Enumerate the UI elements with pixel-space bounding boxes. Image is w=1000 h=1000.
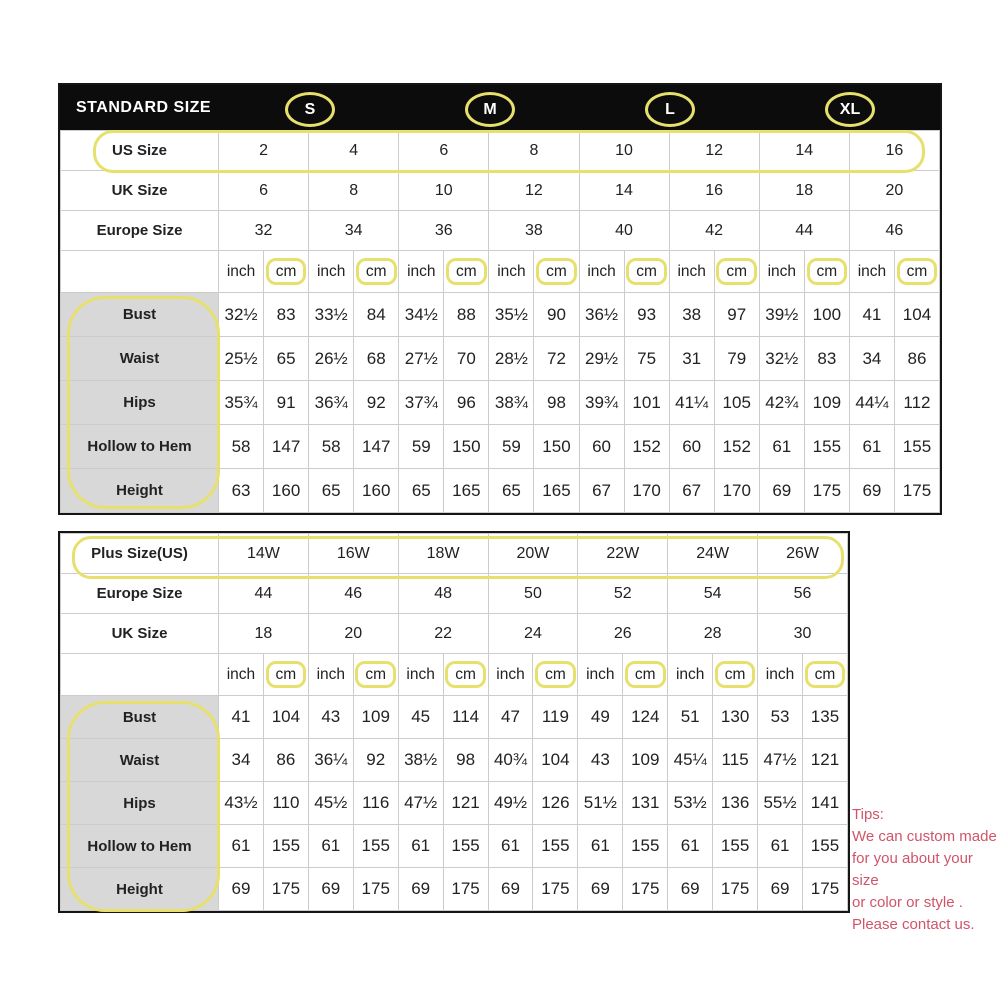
size-value: 12 bbox=[669, 131, 759, 171]
measure-value: 41¼ bbox=[669, 381, 714, 425]
size-value: 10 bbox=[399, 171, 489, 211]
inch-header: inch bbox=[489, 251, 534, 293]
measure-value: 61 bbox=[219, 825, 264, 868]
measure-value: 155 bbox=[713, 825, 758, 868]
measure-value: 69 bbox=[849, 469, 894, 513]
size-value: 18W bbox=[398, 534, 488, 574]
size-row bbox=[61, 614, 848, 654]
size-group-l-ellipse: L bbox=[645, 92, 695, 127]
measure-value: 60 bbox=[579, 425, 624, 469]
measure-value: 175 bbox=[804, 469, 849, 513]
unit-row bbox=[61, 654, 848, 696]
size-row bbox=[61, 171, 940, 211]
size-value: 44 bbox=[219, 574, 309, 614]
cm-header bbox=[264, 251, 309, 293]
tips-note bbox=[852, 804, 1000, 936]
cm-header bbox=[802, 654, 847, 696]
measure-value: 147 bbox=[354, 425, 399, 469]
measure-value: 147 bbox=[264, 425, 309, 469]
cm-highlight-box: cm bbox=[535, 661, 576, 688]
measure-value: 109 bbox=[623, 739, 668, 782]
measure-value: 65 bbox=[399, 469, 444, 513]
measure-value: 155 bbox=[533, 825, 578, 868]
row-label: Height bbox=[61, 868, 219, 911]
measure-value: 67 bbox=[669, 469, 714, 513]
measure-value: 175 bbox=[443, 868, 488, 911]
measure-value: 69 bbox=[578, 868, 623, 911]
size-value: 14W bbox=[219, 534, 309, 574]
measure-value: 160 bbox=[264, 469, 309, 513]
inch-header: inch bbox=[579, 251, 624, 293]
size-value: 26W bbox=[758, 534, 848, 574]
cm-header bbox=[354, 251, 399, 293]
size-group-m-ellipse: M bbox=[465, 92, 515, 127]
measure-row bbox=[61, 381, 940, 425]
measure-value: 155 bbox=[802, 825, 847, 868]
size-row bbox=[61, 574, 848, 614]
cm-header bbox=[353, 654, 398, 696]
measure-value: 175 bbox=[713, 868, 758, 911]
inch-header: inch bbox=[759, 251, 804, 293]
measure-value: 65 bbox=[489, 469, 534, 513]
measure-value: 170 bbox=[714, 469, 759, 513]
measure-value: 61 bbox=[759, 425, 804, 469]
measure-value: 175 bbox=[802, 868, 847, 911]
size-value: 14 bbox=[579, 171, 669, 211]
measure-value: 40¾ bbox=[488, 739, 533, 782]
size-value: 38 bbox=[489, 211, 579, 251]
measure-value: 65 bbox=[264, 337, 309, 381]
size-value: 44 bbox=[759, 211, 849, 251]
measure-value: 36¼ bbox=[308, 739, 353, 782]
measure-value: 43 bbox=[308, 696, 353, 739]
inch-header: inch bbox=[398, 654, 443, 696]
cm-header bbox=[443, 654, 488, 696]
size-value: 20W bbox=[488, 534, 578, 574]
measure-value: 25½ bbox=[219, 337, 264, 381]
size-value: 8 bbox=[309, 171, 399, 211]
measure-row bbox=[61, 739, 848, 782]
measure-value: 36½ bbox=[579, 293, 624, 337]
cm-highlight-box: cm bbox=[805, 661, 846, 688]
measure-value: 69 bbox=[488, 868, 533, 911]
size-value: 24 bbox=[488, 614, 578, 654]
measure-value: 79 bbox=[714, 337, 759, 381]
size-value: 4 bbox=[309, 131, 399, 171]
measure-value: 98 bbox=[443, 739, 488, 782]
cm-header bbox=[533, 654, 578, 696]
measure-value: 28½ bbox=[489, 337, 534, 381]
measure-value: 35½ bbox=[489, 293, 534, 337]
measure-value: 38½ bbox=[398, 739, 443, 782]
measure-value: 150 bbox=[444, 425, 489, 469]
row-label: UK Size bbox=[61, 171, 219, 211]
standard-size-grid bbox=[60, 130, 940, 513]
cm-highlight-box: cm bbox=[625, 661, 666, 688]
measure-value: 27½ bbox=[399, 337, 444, 381]
row-label: Europe Size bbox=[61, 211, 219, 251]
measure-value: 141 bbox=[802, 782, 847, 825]
measure-value: 51 bbox=[668, 696, 713, 739]
measure-value: 175 bbox=[263, 868, 308, 911]
row-label: Hollow to Hem bbox=[61, 825, 219, 868]
measure-value: 91 bbox=[264, 381, 309, 425]
tips-line: Please contact us. bbox=[852, 916, 975, 933]
cm-highlight-box: cm bbox=[446, 258, 487, 285]
size-value: 6 bbox=[399, 131, 489, 171]
row-label: Europe Size bbox=[61, 574, 219, 614]
measure-value: 49½ bbox=[488, 782, 533, 825]
size-value: 16W bbox=[308, 534, 398, 574]
cm-header bbox=[624, 251, 669, 293]
measure-value: 86 bbox=[894, 337, 939, 381]
measure-value: 53½ bbox=[668, 782, 713, 825]
measure-value: 116 bbox=[353, 782, 398, 825]
cm-header bbox=[263, 654, 308, 696]
size-row bbox=[61, 131, 940, 171]
cm-header bbox=[713, 654, 758, 696]
cm-highlight-box: cm bbox=[266, 258, 307, 285]
cm-highlight-box: cm bbox=[715, 661, 756, 688]
size-value: 40 bbox=[579, 211, 669, 251]
measure-value: 93 bbox=[624, 293, 669, 337]
cm-highlight-box: cm bbox=[536, 258, 577, 285]
measure-value: 69 bbox=[668, 868, 713, 911]
size-value: 14 bbox=[759, 131, 849, 171]
standard-size-header-bar bbox=[60, 85, 940, 130]
size-value: 20 bbox=[849, 171, 939, 211]
measure-value: 61 bbox=[308, 825, 353, 868]
measure-value: 155 bbox=[804, 425, 849, 469]
standard-size-title: STANDARD SIZE bbox=[76, 98, 212, 116]
tips-line: We can custom made bbox=[852, 828, 997, 845]
cm-highlight-box: cm bbox=[626, 258, 667, 285]
measure-value: 41 bbox=[849, 293, 894, 337]
measure-value: 72 bbox=[534, 337, 579, 381]
inch-header: inch bbox=[669, 251, 714, 293]
measure-value: 88 bbox=[444, 293, 489, 337]
row-label: Hollow to Hem bbox=[61, 425, 219, 469]
measure-value: 75 bbox=[624, 337, 669, 381]
size-value: 16 bbox=[669, 171, 759, 211]
measure-value: 65 bbox=[309, 469, 354, 513]
size-value: 46 bbox=[849, 211, 939, 251]
measure-value: 32½ bbox=[759, 337, 804, 381]
size-value: 16 bbox=[849, 131, 939, 171]
measure-value: 63 bbox=[219, 469, 264, 513]
size-value: 24W bbox=[668, 534, 758, 574]
plus-size-grid bbox=[60, 533, 848, 911]
row-label: Plus Size(US) bbox=[61, 534, 219, 574]
inch-header: inch bbox=[308, 654, 353, 696]
measure-value: 109 bbox=[353, 696, 398, 739]
measure-value: 39¾ bbox=[579, 381, 624, 425]
measure-value: 90 bbox=[534, 293, 579, 337]
measure-value: 59 bbox=[399, 425, 444, 469]
measure-value: 39½ bbox=[759, 293, 804, 337]
size-value: 54 bbox=[668, 574, 758, 614]
measure-value: 49 bbox=[578, 696, 623, 739]
measure-value: 43½ bbox=[219, 782, 264, 825]
inch-header: inch bbox=[488, 654, 533, 696]
measure-value: 121 bbox=[802, 739, 847, 782]
measure-value: 135 bbox=[802, 696, 847, 739]
size-value: 26 bbox=[578, 614, 668, 654]
inch-header: inch bbox=[578, 654, 623, 696]
measure-value: 47½ bbox=[398, 782, 443, 825]
cm-header bbox=[444, 251, 489, 293]
measure-value: 131 bbox=[623, 782, 668, 825]
measure-value: 92 bbox=[353, 739, 398, 782]
cm-header bbox=[804, 251, 849, 293]
measure-value: 96 bbox=[444, 381, 489, 425]
measure-value: 165 bbox=[444, 469, 489, 513]
measure-value: 98 bbox=[534, 381, 579, 425]
cm-highlight-box: cm bbox=[807, 258, 848, 285]
measure-value: 97 bbox=[714, 293, 759, 337]
row-label bbox=[61, 654, 219, 696]
size-group-s-ellipse: S bbox=[285, 92, 335, 127]
cm-highlight-box: cm bbox=[356, 258, 397, 285]
measure-value: 175 bbox=[623, 868, 668, 911]
size-value: 42 bbox=[669, 211, 759, 251]
measure-value: 70 bbox=[444, 337, 489, 381]
measure-value: 44¼ bbox=[849, 381, 894, 425]
row-label: Waist bbox=[61, 337, 219, 381]
measure-value: 59 bbox=[489, 425, 534, 469]
measure-value: 69 bbox=[219, 868, 264, 911]
cm-highlight-box: cm bbox=[266, 661, 307, 688]
measure-value: 43 bbox=[578, 739, 623, 782]
measure-value: 84 bbox=[354, 293, 399, 337]
measure-value: 124 bbox=[623, 696, 668, 739]
measure-value: 83 bbox=[804, 337, 849, 381]
measure-value: 115 bbox=[713, 739, 758, 782]
measure-value: 34 bbox=[849, 337, 894, 381]
measure-value: 31 bbox=[669, 337, 714, 381]
measure-value: 121 bbox=[443, 782, 488, 825]
row-label: UK Size bbox=[61, 614, 219, 654]
measure-row bbox=[61, 337, 940, 381]
measure-value: 119 bbox=[533, 696, 578, 739]
measure-value: 104 bbox=[533, 739, 578, 782]
cm-header bbox=[623, 654, 668, 696]
measure-row bbox=[61, 425, 940, 469]
measure-value: 67 bbox=[579, 469, 624, 513]
measure-value: 136 bbox=[713, 782, 758, 825]
cm-header bbox=[894, 251, 939, 293]
measure-value: 45½ bbox=[308, 782, 353, 825]
cm-highlight-box: cm bbox=[355, 661, 396, 688]
measure-value: 126 bbox=[533, 782, 578, 825]
measure-value: 160 bbox=[354, 469, 399, 513]
size-value: 36 bbox=[399, 211, 489, 251]
measure-value: 155 bbox=[443, 825, 488, 868]
measure-value: 165 bbox=[534, 469, 579, 513]
row-label bbox=[61, 251, 219, 293]
measure-value: 175 bbox=[533, 868, 578, 911]
measure-value: 112 bbox=[894, 381, 939, 425]
measure-value: 55½ bbox=[758, 782, 803, 825]
measure-value: 114 bbox=[443, 696, 488, 739]
inch-header: inch bbox=[668, 654, 713, 696]
measure-value: 33½ bbox=[309, 293, 354, 337]
size-value: 8 bbox=[489, 131, 579, 171]
measure-row bbox=[61, 696, 848, 739]
measure-value: 34 bbox=[219, 739, 264, 782]
inch-header: inch bbox=[219, 654, 264, 696]
measure-value: 170 bbox=[624, 469, 669, 513]
measure-value: 104 bbox=[263, 696, 308, 739]
measure-value: 36¾ bbox=[309, 381, 354, 425]
measure-value: 45 bbox=[398, 696, 443, 739]
size-row bbox=[61, 534, 848, 574]
unit-row bbox=[61, 251, 940, 293]
row-label: Hips bbox=[61, 782, 219, 825]
measure-value: 26½ bbox=[309, 337, 354, 381]
size-group-xl-ellipse: XL bbox=[825, 92, 875, 127]
plus-size-table bbox=[58, 531, 850, 913]
inch-header: inch bbox=[309, 251, 354, 293]
cm-highlight-box: cm bbox=[445, 661, 486, 688]
measure-value: 150 bbox=[534, 425, 579, 469]
measure-value: 61 bbox=[488, 825, 533, 868]
measure-row bbox=[61, 469, 940, 513]
inch-header: inch bbox=[758, 654, 803, 696]
size-value: 34 bbox=[309, 211, 399, 251]
inch-header: inch bbox=[849, 251, 894, 293]
size-value: 10 bbox=[579, 131, 669, 171]
inch-header: inch bbox=[219, 251, 264, 293]
measure-value: 35¾ bbox=[219, 381, 264, 425]
measure-value: 58 bbox=[219, 425, 264, 469]
measure-value: 38¾ bbox=[489, 381, 534, 425]
row-label: Hips bbox=[61, 381, 219, 425]
size-value: 46 bbox=[308, 574, 398, 614]
row-label: Waist bbox=[61, 739, 219, 782]
measure-value: 61 bbox=[578, 825, 623, 868]
measure-value: 104 bbox=[894, 293, 939, 337]
size-value: 12 bbox=[489, 171, 579, 211]
tips-line: for you about your size bbox=[852, 850, 973, 889]
size-value: 48 bbox=[398, 574, 488, 614]
measure-value: 51½ bbox=[578, 782, 623, 825]
measure-value: 69 bbox=[308, 868, 353, 911]
tips-line: or color or style . bbox=[852, 894, 963, 911]
measure-value: 92 bbox=[354, 381, 399, 425]
measure-value: 58 bbox=[309, 425, 354, 469]
measure-value: 155 bbox=[353, 825, 398, 868]
measure-value: 69 bbox=[758, 868, 803, 911]
measure-value: 175 bbox=[353, 868, 398, 911]
inch-header: inch bbox=[399, 251, 444, 293]
size-row bbox=[61, 211, 940, 251]
measure-value: 32½ bbox=[219, 293, 264, 337]
measure-value: 155 bbox=[894, 425, 939, 469]
measure-value: 29½ bbox=[579, 337, 624, 381]
measure-value: 175 bbox=[894, 469, 939, 513]
measure-value: 101 bbox=[624, 381, 669, 425]
measure-value: 130 bbox=[713, 696, 758, 739]
tips-title: Tips: bbox=[852, 806, 884, 823]
measure-value: 61 bbox=[849, 425, 894, 469]
size-value: 2 bbox=[219, 131, 309, 171]
size-value: 22 bbox=[398, 614, 488, 654]
measure-value: 155 bbox=[263, 825, 308, 868]
measure-value: 69 bbox=[398, 868, 443, 911]
measure-row bbox=[61, 782, 848, 825]
measure-value: 34½ bbox=[399, 293, 444, 337]
size-value: 30 bbox=[758, 614, 848, 654]
measure-value: 105 bbox=[714, 381, 759, 425]
cm-header bbox=[534, 251, 579, 293]
measure-value: 69 bbox=[759, 469, 804, 513]
measure-row bbox=[61, 293, 940, 337]
size-value: 56 bbox=[758, 574, 848, 614]
measure-value: 41 bbox=[219, 696, 264, 739]
measure-value: 100 bbox=[804, 293, 849, 337]
row-label: Bust bbox=[61, 696, 219, 739]
measure-value: 86 bbox=[263, 739, 308, 782]
row-label: Height bbox=[61, 469, 219, 513]
measure-value: 37¾ bbox=[399, 381, 444, 425]
size-value: 18 bbox=[759, 171, 849, 211]
measure-value: 83 bbox=[264, 293, 309, 337]
measure-row bbox=[61, 868, 848, 911]
size-value: 22W bbox=[578, 534, 668, 574]
size-value: 32 bbox=[219, 211, 309, 251]
cm-highlight-box: cm bbox=[716, 258, 757, 285]
measure-value: 61 bbox=[758, 825, 803, 868]
size-value: 20 bbox=[308, 614, 398, 654]
size-value: 6 bbox=[219, 171, 309, 211]
measure-value: 60 bbox=[669, 425, 714, 469]
cm-header bbox=[714, 251, 759, 293]
measure-value: 155 bbox=[623, 825, 668, 868]
measure-value: 110 bbox=[263, 782, 308, 825]
size-value: 18 bbox=[219, 614, 309, 654]
size-value: 50 bbox=[488, 574, 578, 614]
measure-value: 47 bbox=[488, 696, 533, 739]
row-label: US Size bbox=[61, 131, 219, 171]
measure-value: 53 bbox=[758, 696, 803, 739]
size-value: 28 bbox=[668, 614, 758, 654]
measure-value: 152 bbox=[714, 425, 759, 469]
measure-value: 61 bbox=[668, 825, 713, 868]
measure-value: 47½ bbox=[758, 739, 803, 782]
measure-value: 38 bbox=[669, 293, 714, 337]
measure-value: 42¾ bbox=[759, 381, 804, 425]
row-label: Bust bbox=[61, 293, 219, 337]
size-value: 52 bbox=[578, 574, 668, 614]
measure-row bbox=[61, 825, 848, 868]
cm-highlight-box: cm bbox=[897, 258, 938, 285]
standard-size-table bbox=[58, 83, 942, 515]
measure-value: 61 bbox=[398, 825, 443, 868]
measure-value: 109 bbox=[804, 381, 849, 425]
measure-value: 152 bbox=[624, 425, 669, 469]
measure-value: 68 bbox=[354, 337, 399, 381]
measure-value: 45¼ bbox=[668, 739, 713, 782]
